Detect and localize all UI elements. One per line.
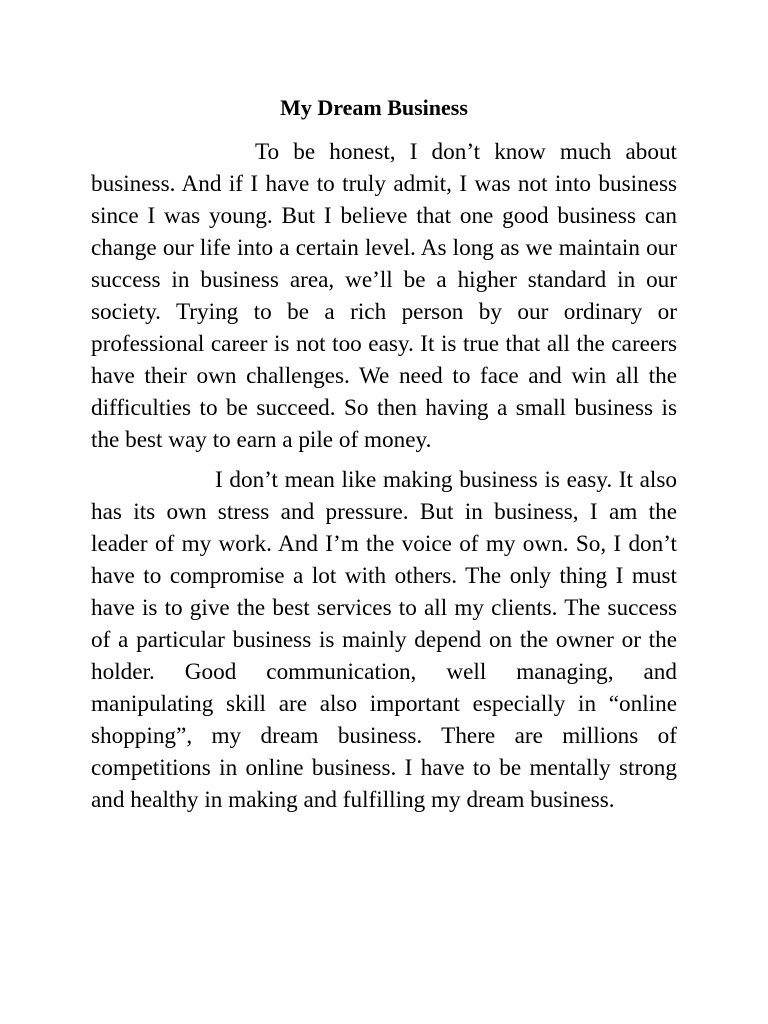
paragraph-2: I don’t mean like making business is easy. It also has its own stress and pressure. But in business, I am the leader of my work. And I’m the voice of my own. So, I don’t have to compromise a lot with others. The only thing I must have is to give the best services to all my clients. The success of a particular business is mainly depend on the owner or the holder. Good communication, well managing, and manipulating skill are also important especially in “online shopping”, my dream business. There are millions of competitions in online business. I have to be mentally strong and healthy in making and fulfilling my dream business. <box>91 467 677 813</box>
document-title: My Dream Business <box>280 95 468 120</box>
paragraph-1: To be honest, I don’t know much about business. And if I have to truly admit, I was not into business since I was young. But I believe that one good business can change our life into a certain level. As long as we maintain our success in business area, we’ll be a higher standard in our society. Trying to be a rich person by our ordinary or professional career is not too easy. It is true that all the careers have their own challenges. We need to face and win all the difficulties to be succeed. So then having a small business is the best way to earn a pile of money. <box>91 139 677 453</box>
document-body <box>91 136 677 816</box>
